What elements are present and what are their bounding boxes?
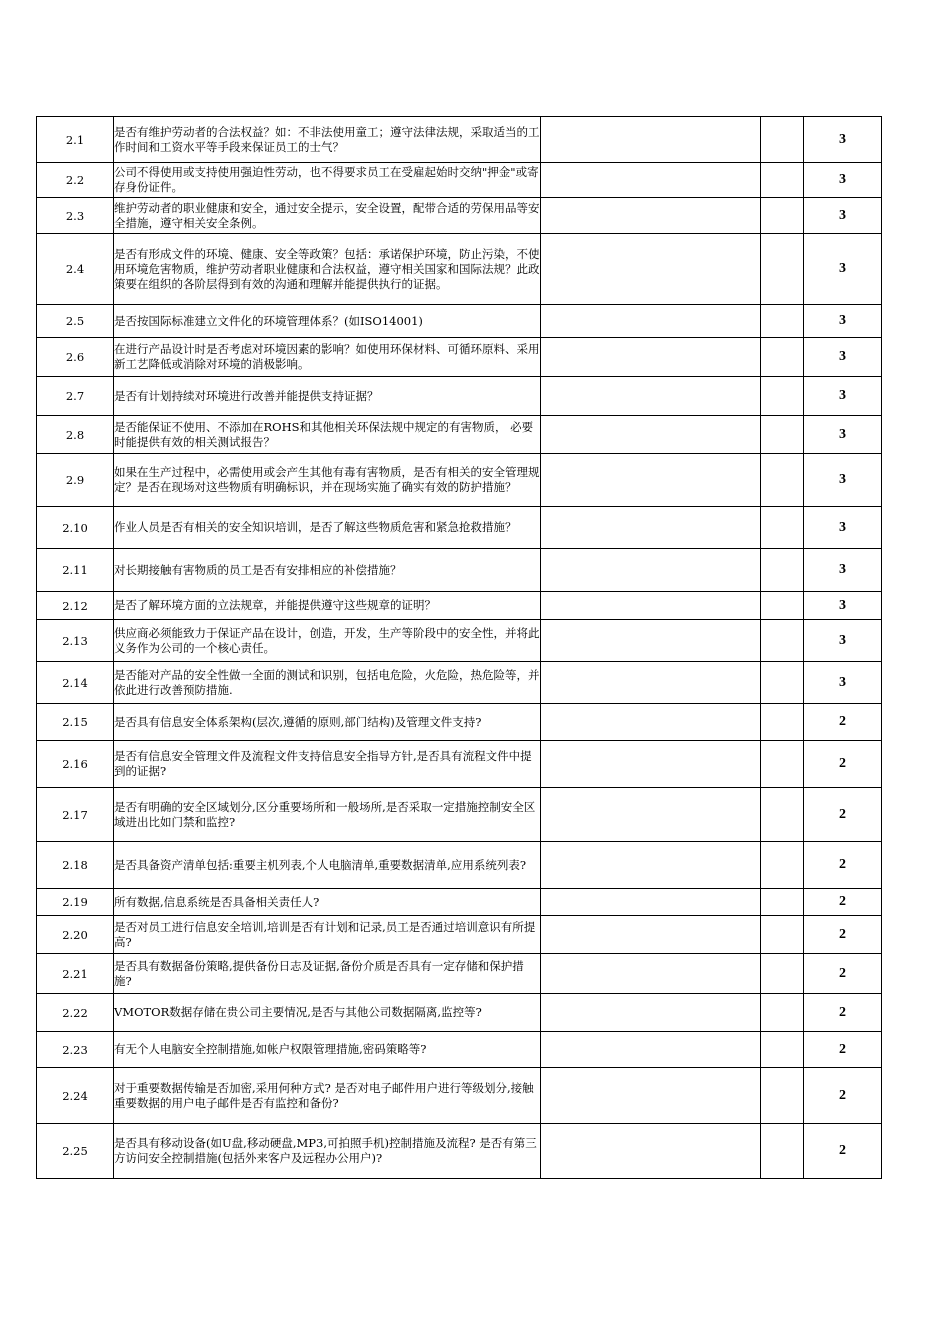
question-cell: 作业人员是否有相关的安全知识培训，是否了解这些物质危害和紧急抢救措施？ [114,507,541,549]
check-cell [761,592,804,620]
question-cell: 是否能对产品的安全性做一全面的测试和识别，包括电危险，火危险，热危险等，并依此进行改善预防措施. [114,662,541,704]
item-number-cell: 2.5 [37,305,114,338]
question-cell: 是否对员工进行信息安全培训,培训是否有计划和记录,员工是否通过培训意识有所提高? [114,916,541,954]
score-cell: 3 [804,416,882,454]
table-row [37,338,882,377]
check-cell [761,662,804,704]
question-cell: 维护劳动者的职业健康和安全，通过安全提示，安全设置，配带合适的劳保用品等安全措施，遵守相关安全条例。 [114,198,541,234]
remarks-cell [541,507,761,549]
table-body [37,117,882,1179]
remarks-cell [541,416,761,454]
remarks-cell [541,889,761,916]
table-row [37,1032,882,1068]
score-cell: 3 [804,163,882,198]
score-cell: 3 [804,338,882,377]
check-cell [761,889,804,916]
item-number-cell: 2.6 [37,338,114,377]
check-cell [761,163,804,198]
remarks-cell [541,377,761,416]
table-row [37,1124,882,1179]
question-cell: 对于重要数据传输是否加密,采用何种方式? 是否对电子邮件用户进行等级划分,接触重要数据的用户电子邮件是否有监控和备份? [114,1068,541,1124]
check-cell [761,377,804,416]
score-cell: 2 [804,916,882,954]
question-cell: 是否具有移动设备(如U盘,移动硬盘,MP3,可拍照手机)控制措施及流程? 是否有第三方访问安全控制措施(包括外来客户及远程办公用户)? [114,1124,541,1179]
score-cell: 3 [804,507,882,549]
item-number-cell: 2.19 [37,889,114,916]
question-cell: 是否有信息安全管理文件及流程文件支持信息安全指导方针,是否具有流程文件中提到的证据? [114,741,541,788]
remarks-cell [541,117,761,163]
check-cell [761,842,804,889]
item-number-cell: 2.4 [37,234,114,305]
table-row [37,549,882,592]
item-number-cell: 2.7 [37,377,114,416]
item-number-cell: 2.2 [37,163,114,198]
check-cell [761,704,804,741]
table-row [37,662,882,704]
item-number-cell: 2.17 [37,788,114,842]
score-cell: 3 [804,662,882,704]
question-cell: 是否有计划持续对环境进行改善并能提供支持证据？ [114,377,541,416]
question-cell: 在进行产品设计时是否考虑对环境因素的影响？如使用环保材料、可循环原料、采用新工艺降低或消除对环境的消极影响。 [114,338,541,377]
remarks-cell [541,916,761,954]
table-row [37,454,882,507]
remarks-cell [541,994,761,1032]
remarks-cell [541,198,761,234]
audit-checklist-table [36,116,882,1179]
table-row [37,620,882,662]
item-number-cell: 2.1 [37,117,114,163]
check-cell [761,1032,804,1068]
check-cell [761,788,804,842]
remarks-cell [541,704,761,741]
remarks-cell [541,163,761,198]
remarks-cell [541,741,761,788]
item-number-cell: 2.24 [37,1068,114,1124]
table-row [37,377,882,416]
question-cell: 所有数据,信息系统是否具备相关责任人? [114,889,541,916]
question-cell: 是否具有信息安全体系架构(层次,遵循的原则,部门结构)及管理文件支持? [114,704,541,741]
question-cell: 是否有维护劳动者的合法权益？如：不非法使用童工；遵守法律法规，采取适当的工作时间和工资水平等手段来保证员工的士气？ [114,117,541,163]
item-number-cell: 2.3 [37,198,114,234]
check-cell [761,305,804,338]
item-number-cell: 2.13 [37,620,114,662]
question-cell: 如果在生产过程中，必需使用或会产生其他有毒有害物质，是否有相关的安全管理规定？是否在现场对这些物质有明确标识，并在现场实施了确实有效的防护措施？ [114,454,541,507]
check-cell [761,620,804,662]
score-cell: 3 [804,592,882,620]
table-row [37,305,882,338]
item-number-cell: 2.21 [37,954,114,994]
question-cell: 是否具有数据备份策略,提供备份日志及证据,备份介质是否具有一定存储和保护措施? [114,954,541,994]
score-cell: 2 [804,954,882,994]
question-cell: VMOTOR数据存储在贵公司主要情况,是否与其他公司数据隔离,监控等? [114,994,541,1032]
item-number-cell: 2.22 [37,994,114,1032]
score-cell: 2 [804,1032,882,1068]
item-number-cell: 2.25 [37,1124,114,1179]
table-row [37,704,882,741]
table-row [37,507,882,549]
table-row [37,416,882,454]
score-cell: 2 [804,1124,882,1179]
score-cell: 3 [804,620,882,662]
item-number-cell: 2.16 [37,741,114,788]
remarks-cell [541,549,761,592]
check-cell [761,338,804,377]
remarks-cell [541,454,761,507]
check-cell [761,507,804,549]
table-row [37,994,882,1032]
question-cell: 供应商必须能致力于保证产品在设计，创造，开发，生产等阶段中的安全性，并将此义务作为公司的一个核心责任。 [114,620,541,662]
table-row [37,163,882,198]
score-cell: 3 [804,454,882,507]
remarks-cell [541,662,761,704]
question-cell: 是否具备资产清单包括:重要主机列表,个人电脑清单,重要数据清单,应用系统列表? [114,842,541,889]
table-row [37,592,882,620]
remarks-cell [541,620,761,662]
check-cell [761,994,804,1032]
item-number-cell: 2.12 [37,592,114,620]
check-cell [761,1124,804,1179]
item-number-cell: 2.14 [37,662,114,704]
score-cell: 2 [804,994,882,1032]
remarks-cell [541,338,761,377]
question-cell: 有无个人电脑安全控制措施,如帐户权限管理措施,密码策略等? [114,1032,541,1068]
question-cell: 是否按国际标准建立文件化的环境管理体系？(如ISO14001) [114,305,541,338]
item-number-cell: 2.9 [37,454,114,507]
check-cell [761,954,804,994]
score-cell: 2 [804,842,882,889]
check-cell [761,117,804,163]
remarks-cell [541,1032,761,1068]
question-cell: 是否有明确的安全区域划分,区分重要场所和一般场所,是否采取一定措施控制安全区域进出比如门禁和监控? [114,788,541,842]
question-cell: 公司不得使用或支持使用强迫性劳动，也不得要求员工在受雇起始时交纳"押金"或寄存身份证件。 [114,163,541,198]
item-number-cell: 2.20 [37,916,114,954]
item-number-cell: 2.18 [37,842,114,889]
remarks-cell [541,1068,761,1124]
table-row [37,1068,882,1124]
score-cell: 2 [804,889,882,916]
score-cell: 3 [804,198,882,234]
item-number-cell: 2.15 [37,704,114,741]
score-cell: 3 [804,377,882,416]
score-cell: 2 [804,788,882,842]
item-number-cell: 2.23 [37,1032,114,1068]
score-cell: 2 [804,741,882,788]
table-row [37,234,882,305]
score-cell: 3 [804,117,882,163]
remarks-cell [541,305,761,338]
question-cell: 是否了解环境方面的立法规章，并能提供遵守这些规章的证明？ [114,592,541,620]
table-row [37,916,882,954]
check-cell [761,454,804,507]
remarks-cell [541,1124,761,1179]
question-cell: 是否有形成文件的环境、健康、安全等政策？包括：承诺保护环境，防止污染，不使用环境危害物质，维护劳动者职业健康和合法权益，遵守相关国家和国际法规？此政策要在组织的各阶层得到有效的沟通和理解并能提供执行的证据。 [114,234,541,305]
table-row [37,889,882,916]
table-row [37,117,882,163]
check-cell [761,198,804,234]
check-cell [761,916,804,954]
table-row [37,741,882,788]
question-cell: 对长期接触有害物质的员工是否有安排相应的补偿措施？ [114,549,541,592]
remarks-cell [541,842,761,889]
question-cell: 是否能保证不使用、不添加在ROHS和其他相关环保法规中规定的有害物质， 必要时能提供有效的相关测试报告？ [114,416,541,454]
check-cell [761,416,804,454]
check-cell [761,741,804,788]
table-row [37,198,882,234]
check-cell [761,1068,804,1124]
table-row [37,788,882,842]
check-cell [761,234,804,305]
table-row [37,842,882,889]
remarks-cell [541,234,761,305]
score-cell: 2 [804,704,882,741]
table-row [37,954,882,994]
item-number-cell: 2.8 [37,416,114,454]
item-number-cell: 2.11 [37,549,114,592]
score-cell: 2 [804,1068,882,1124]
remarks-cell [541,788,761,842]
check-cell [761,549,804,592]
score-cell: 3 [804,305,882,338]
item-number-cell: 2.10 [37,507,114,549]
remarks-cell [541,592,761,620]
remarks-cell [541,954,761,994]
score-cell: 3 [804,549,882,592]
score-cell: 3 [804,234,882,305]
